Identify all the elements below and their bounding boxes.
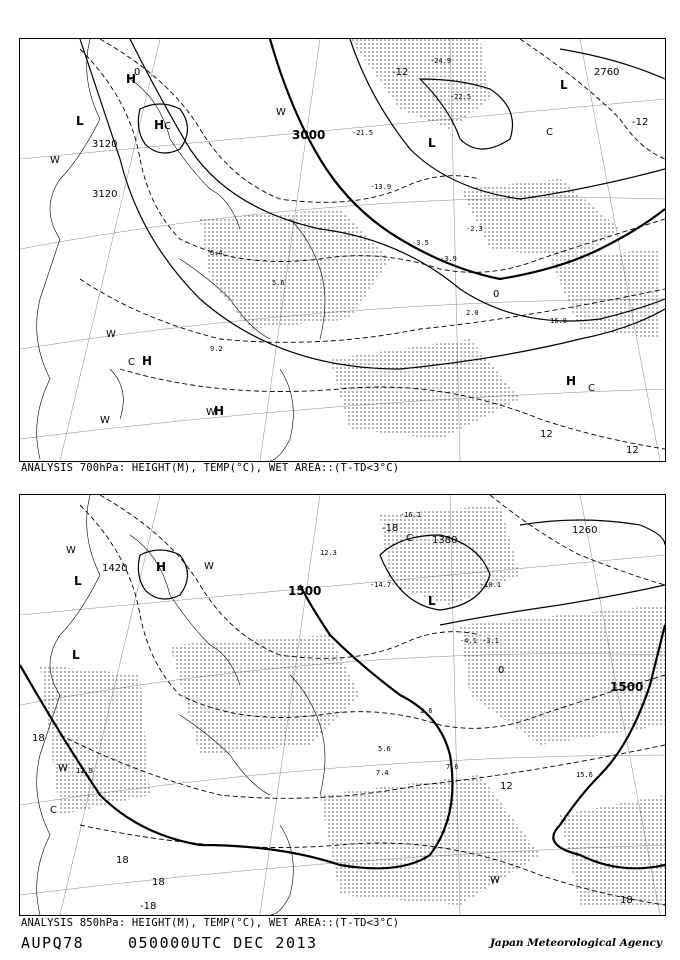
station-value: 6.4 [210, 249, 223, 257]
temp-center: W [106, 329, 116, 340]
pressure-center: L [74, 574, 82, 588]
pressure-center: H [142, 354, 153, 368]
temp-label: 0 [134, 67, 141, 78]
valid-time: 050000UTC DEC 2013 [128, 934, 318, 952]
temp-label: -12 [632, 117, 649, 128]
chart-footer [21, 934, 662, 954]
station-value: 5.6 [272, 279, 285, 287]
temp-center: W [58, 763, 68, 774]
station-value: -14.7 [370, 581, 392, 589]
temp-center: W [50, 155, 60, 166]
temp-center: W [66, 545, 76, 556]
temp-label: 18 [116, 855, 129, 866]
temp-center: C [588, 383, 595, 394]
station-value: 12.3 [320, 549, 337, 557]
pressure-center: H [214, 404, 225, 418]
station-value: -3.9 [440, 255, 457, 263]
station-value: -3.1 [482, 637, 499, 645]
temp-center: C [50, 805, 57, 816]
station-value: -22.5 [450, 93, 472, 101]
height-label: 3120 [92, 139, 118, 150]
temp-label: 18 [32, 733, 45, 744]
temp-label: 0 [493, 289, 500, 300]
station-value: 9.2 [210, 345, 223, 353]
station-value: -4.1 [460, 637, 477, 645]
temp-label: 18 [620, 895, 633, 906]
temp-label: 0 [498, 665, 505, 676]
temp-label: -18 [140, 901, 157, 912]
temp-label: 18 [152, 877, 165, 888]
pressure-center: L [428, 136, 436, 150]
height-label: 1380 [432, 535, 458, 546]
pressure-center: H [156, 560, 167, 574]
temp-label: 12 [540, 429, 553, 440]
product-id: AUPQ78 [21, 934, 85, 952]
pressure-center: L [428, 594, 436, 608]
temp-label: -18 [382, 523, 399, 534]
height-label: 3000 [292, 128, 326, 142]
station-value: 11.9 [76, 767, 93, 775]
temp-center: C [406, 533, 413, 544]
temp-center: C [128, 357, 135, 368]
temp-center: W [204, 561, 214, 572]
panel-caption-700hpa: ANALYSIS 700hPa: HEIGHT(M), TEMP(°C), WET AREA::(T-TD<3°C) [21, 462, 400, 474]
station-value: -16.1 [400, 511, 422, 519]
station-value: 7.6 [446, 763, 459, 771]
station-value: 15.6 [576, 771, 593, 779]
pressure-center: H [126, 72, 137, 86]
station-value: -2.3 [466, 225, 483, 233]
station-value: 5.6 [378, 745, 391, 753]
height-label: 2760 [594, 67, 620, 78]
map-700hpa [20, 39, 665, 461]
map-850hpa [20, 495, 665, 915]
station-value: 2.0 [466, 309, 479, 317]
station-value: 2.6 [420, 707, 433, 715]
height-label: 1420 [102, 563, 128, 574]
agency-name: Japan Meteorological Agency [489, 937, 662, 949]
temp-center: W [490, 875, 500, 886]
station-value: 16.0 [550, 317, 567, 325]
temp-center: W [100, 415, 110, 426]
station-value: -3.5 [412, 239, 429, 247]
chart-panel-700hpa [19, 38, 666, 462]
pressure-center: L [76, 114, 84, 128]
pressure-center: L [560, 78, 568, 92]
temp-center: C [164, 121, 171, 132]
temp-center: C [546, 127, 553, 138]
panel-caption-850hpa: ANALYSIS 850hPa: HEIGHT(M), TEMP(°C), WET AREA::(T-TD<3°C) [21, 917, 400, 929]
pressure-center: H [154, 118, 165, 132]
station-value: 7.4 [376, 769, 389, 777]
pressure-center: L [72, 648, 80, 662]
temp-label: 12 [500, 781, 513, 792]
temp-label: -12 [392, 67, 409, 78]
temp-label: 12 [626, 445, 639, 456]
temp-center: W [206, 407, 216, 418]
wet-areas-700 [200, 39, 660, 439]
station-value: -21.5 [352, 129, 374, 137]
temp-center: W [276, 107, 286, 118]
station-value: -13.9 [370, 183, 392, 191]
station-value: -10.1 [480, 581, 502, 589]
height-label: 1260 [572, 525, 598, 536]
chart-panel-850hpa [19, 494, 666, 916]
height-label: 3120 [92, 189, 118, 200]
station-value: -24.9 [430, 57, 452, 65]
pressure-center: H [566, 374, 577, 388]
height-label: 1500 [288, 584, 322, 598]
height-label: 1500 [610, 680, 644, 694]
